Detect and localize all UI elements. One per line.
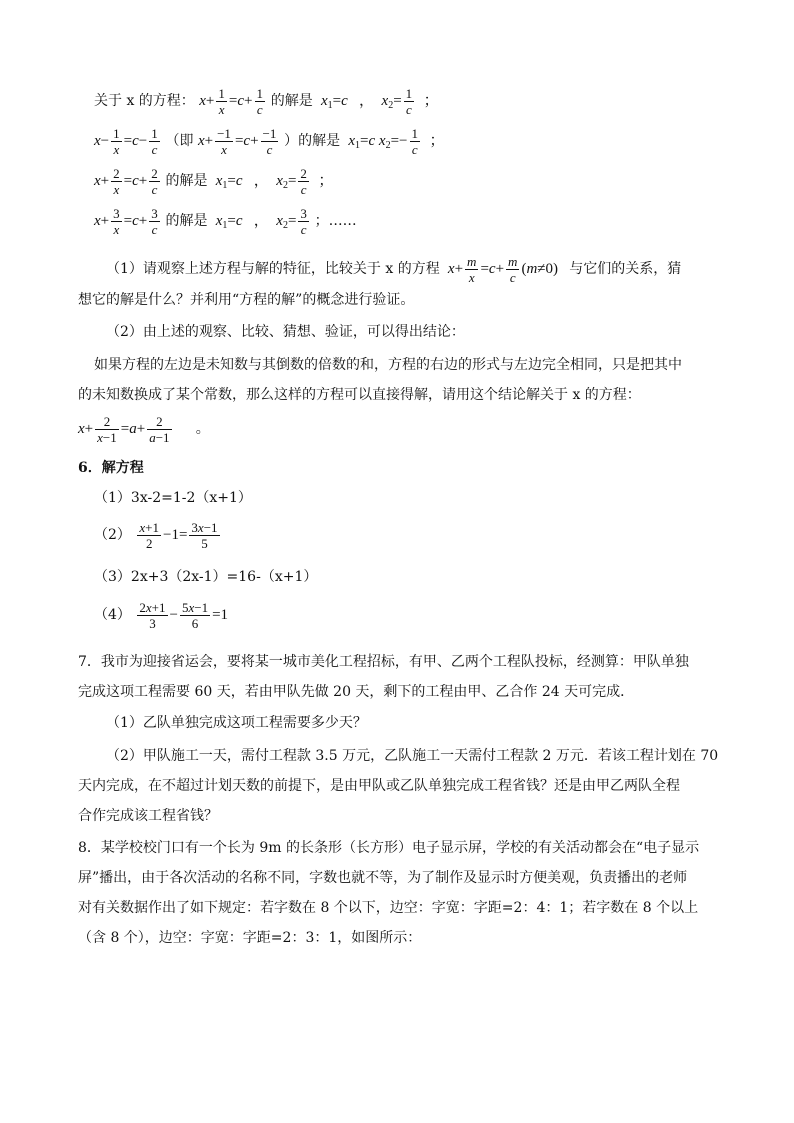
solution-1: $x_1=c$ ， $x_2=$ $\frac{1}{c}$ ； bbox=[320, 86, 439, 117]
solution-label: 的解是 bbox=[165, 212, 208, 229]
q5-part1-text-a: （1）请观察上述方程与解的特征，比较关于 x 的方程 bbox=[106, 260, 440, 277]
q6-part4-label: （4） bbox=[94, 606, 131, 623]
equation-1: x+ $\frac{1}{x}$ =c+ $\frac{1}{c}$ bbox=[199, 86, 263, 117]
q6-part1: （1）3x-2=1-2（x+1） bbox=[94, 490, 252, 506]
q5-part1-line1 bbox=[106, 254, 681, 285]
q8-line3: 对有关数据作出了如下规定：若字数在 8 个以下，边空：字宽：字距=2：4：1；若字数在 8 个以上 bbox=[78, 900, 699, 916]
solution-4: $x_1=c$ ， $x_2=$ $\frac{3}{c}$ bbox=[215, 206, 307, 237]
q6-part4-equation: $\frac{2x+1}{3}$ − $\frac{5x-1}{6}$ =1 bbox=[139, 600, 229, 631]
equation-4: x+ $\frac{3}{x}$ =c+ $\frac{3}{c}$ bbox=[94, 206, 158, 237]
target-equation: x+ $\frac{2}{x-1}$ =a+ $\frac{2}{a-1}$ bbox=[78, 414, 170, 445]
general-equation: x+ $\frac{m}{x}$ =c+ $\frac{m}{c}$ (m≠0) bbox=[447, 254, 570, 285]
solution-label: 的解是 bbox=[270, 92, 313, 109]
equation-2-paren-open: （即 bbox=[165, 132, 194, 149]
q8-line4: （含 8 个），边空：字宽：字距=2：3：1，如图所示： bbox=[78, 930, 422, 946]
q5-conclusion-line1: 如果方程的左边是未知数与其倒数的倍数的和，方程的右边的形式与左边完全相同，只是把其中 bbox=[94, 357, 682, 373]
q7-line1: 7．我市为迎接省运会，要将某一城市美化工程招标，有甲、乙两个工程队投标，经测算：甲队单独 bbox=[78, 654, 689, 670]
solution-label: 的解是 bbox=[165, 172, 208, 189]
q5-part2: （2）由上述的观察、比较、猜想、验证，可以得出结论： bbox=[106, 324, 465, 340]
equation-intro-text: 关于 x 的方程： bbox=[94, 92, 195, 109]
q6-part2 bbox=[94, 520, 222, 551]
q6-part2-label: （2） bbox=[94, 526, 131, 543]
equation-line-1 bbox=[94, 86, 439, 117]
equation-2-paren-close: ）的解是 bbox=[284, 132, 341, 149]
equation-3: x+ $\frac{2}{x}$ =c+ $\frac{2}{c}$ bbox=[94, 166, 158, 197]
solution-3: $x_1=c$ ， $x_2=$ $\frac{2}{c}$ ； bbox=[215, 166, 334, 197]
equation-line-3 bbox=[94, 166, 333, 197]
q5-part1-line2: 想它的解是什么？并利用“方程的解”的概念进行验证。 bbox=[78, 292, 415, 308]
equation-line-2 bbox=[94, 126, 445, 157]
equation-2-alt: x+ $\frac{-1}{x}$ =c+ $\frac{-1}{c}$ bbox=[197, 126, 277, 157]
end-mark: 。 bbox=[195, 420, 210, 437]
equation-line-4 bbox=[94, 206, 357, 237]
q6-title: 6．解方程 bbox=[78, 460, 144, 476]
q6-part4 bbox=[94, 600, 228, 631]
q5-part1-text-b: 与它们的关系，猜 bbox=[569, 260, 682, 277]
q6-part2-equation: $\frac{x+1}{2}$ −1= $\frac{3x-1}{5}$ bbox=[139, 520, 218, 551]
solution-2: $x_1=c$ $x_2=-$ $\frac{1}{c}$ ； bbox=[348, 126, 445, 157]
equation-2: x− $\frac{1}{x}$ =c− $\frac{1}{c}$ bbox=[94, 126, 158, 157]
ellipsis-end: ；…… bbox=[314, 212, 357, 229]
q8-line2: 屏”播出，由于各次活动的名称不同，字数也就不等，为了制作及显示时方便美观，负责播出的老师 bbox=[78, 870, 688, 886]
q6-part3: （3）2x+3（2x-1）=16-（x+1） bbox=[94, 569, 318, 585]
q8-line1: 8．某学校校门口有一个长为 9m 的长条形（长方形）电子显示屏，学校的有关活动都会在“电子显示 bbox=[78, 840, 700, 856]
q7-line2: 完成这项工程需要 60 天，若由甲队先做 20 天，剩下的工程由甲、乙合作 24 天可完成． bbox=[78, 684, 635, 700]
q5-target-equation-line bbox=[78, 414, 210, 445]
q7-part2-line2: 天内完成，在不超过计划天数的前提下，是由甲队或乙队单独完成工程省钱？还是由甲乙两队全程 bbox=[78, 778, 680, 794]
q7-part2-line1: （2）甲队施工一天，需付工程款 3.5 万元，乙队施工一天需付工程款 2 万元．若该工程计划在 70 bbox=[106, 748, 719, 764]
q7-part2-line3: 合作完成该工程省钱？ bbox=[78, 808, 218, 824]
q5-conclusion-line2: 的未知数换成了某个常数，那么这样的方程可以直接得解，请用这个结论解关于 x 的方程： bbox=[78, 387, 641, 403]
q7-part1: （1）乙队单独完成这项工程需要多少天？ bbox=[106, 715, 367, 731]
